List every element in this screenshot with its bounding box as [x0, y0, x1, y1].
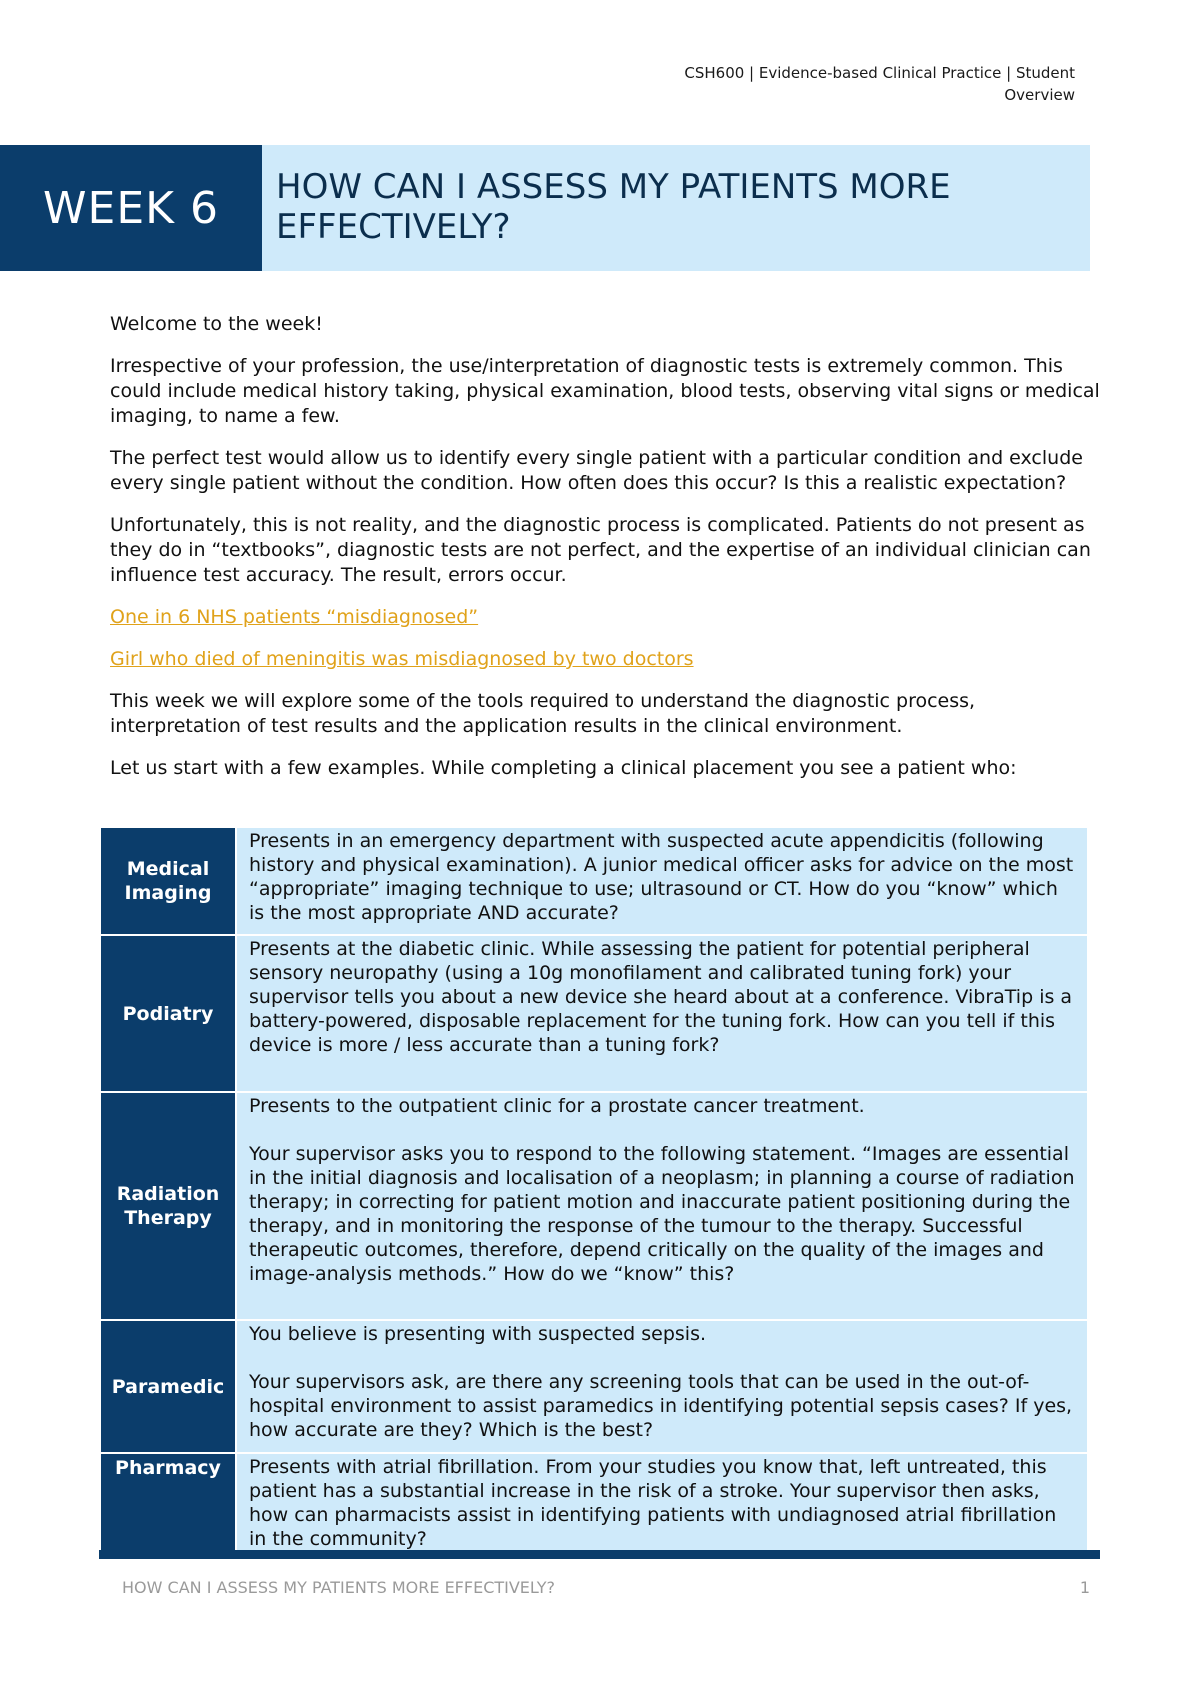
- scenario-description: [236, 827, 1088, 935]
- scenario-table: [99, 826, 1089, 1555]
- intro-paragraph-4: This week we will explore some of the tools required to understand the diagnostic process, interpretation of test results and the application results in the clinical environment.: [110, 690, 976, 737]
- header-line-2: Overview: [1004, 86, 1075, 104]
- scenario-description: [236, 1092, 1088, 1320]
- scenario-description: [236, 935, 1088, 1092]
- nhs-misdiagnosed-link[interactable]: One in 6 NHS patients “misdiagnosed”: [110, 606, 479, 628]
- meningitis-article-link[interactable]: Girl who died of meningitis was misdiagnosed by two doctors: [110, 648, 694, 670]
- scenario-paragraph: Presents with atrial fibrillation. From your studies you know that, left untreated, this patient has a substantial increase in the risk of a stroke. Your supervisor then asks, how can pharmacists assist in identifying patients with undiagnosed atrial fibrillation in the community?: [249, 1456, 1057, 1550]
- scenario-row-paramedic: [100, 1320, 1088, 1453]
- title-band: [0, 145, 1090, 271]
- scenario-label: Pharmacy: [100, 1453, 236, 1554]
- scenario-paragraph: Presents to the outpatient clinic for a prostate cancer treatment.: [249, 1095, 865, 1117]
- intro-text: [110, 312, 1100, 798]
- scenario-row-radiation-therapy: [100, 1092, 1088, 1320]
- scenario-label: Paramedic: [100, 1320, 236, 1453]
- scenario-paragraph: Your supervisors ask, are there any screening tools that can be used in the out-of-hospital environment to assist paramedics in identifying potential sepsis cases? If yes, how accurate are they? Which is the best?: [249, 1371, 1073, 1441]
- link-paragraph-1: [110, 605, 1100, 630]
- intro-paragraph-3: Unfortunately, this is not reality, and the diagnostic process is complicated. Patients do not present as they do in “textbooks”, diagnostic tests are not perfect, and the expertise of an individual clinician can influence test accuracy. The result, errors occur.: [110, 514, 1091, 586]
- week-label: WEEK 6: [0, 145, 262, 271]
- intro-paragraph-2: The perfect test would allow us to identify every single patient with a particular condition and exclude every single patient without the condition. How often does this occur? Is this a realistic expectation?: [110, 447, 1083, 494]
- page-number: 1: [1079, 1578, 1090, 1597]
- header-line-1: CSH600 | Evidence-based Clinical Practice | Student: [684, 64, 1075, 82]
- intro-paragraph-5: Let us start with a few examples. While completing a clinical placement you see a patient who:: [110, 757, 1017, 779]
- footer-rule: [99, 1550, 1100, 1559]
- scenario-label: Medical Imaging: [100, 827, 236, 935]
- scenario-paragraph: Your supervisor asks you to respond to the following statement. “Images are essential in the initial diagnosis and localisation of a neoplasm; in planning a course of radiation therapy; in correcting for patient motion and inaccurate patient positioning during the therapy, and in monitoring the response of the tumour to the therapy. Successful therapeutic outcomes, therefore, depend critically on the quality of the images and image-analysis methods.” How do we “know” this?: [249, 1143, 1075, 1285]
- scenario-description: [236, 1453, 1088, 1554]
- scenario-row-pharmacy: [100, 1453, 1088, 1554]
- scenario-label: Radiation Therapy: [100, 1092, 236, 1320]
- scenario-description: [236, 1320, 1088, 1453]
- scenario-paragraph: You believe is presenting with suspected sepsis.: [249, 1323, 707, 1345]
- document-header: [560, 62, 1075, 106]
- scenario-label: Podiatry: [100, 935, 236, 1092]
- week-title: HOW CAN I ASSESS MY PATIENTS MORE EFFECTIVELY?: [262, 145, 1090, 271]
- welcome-paragraph: Welcome to the week!: [110, 313, 323, 335]
- intro-paragraph-1: Irrespective of your profession, the use/interpretation of diagnostic tests is extremely common. This could include medical history taking, physical examination, blood tests, observing vital signs or medical imaging, to name a few.: [110, 355, 1100, 427]
- scenario-paragraph: Presents in an emergency department with suspected acute appendicitis (following history and physical examination). A junior medical officer asks for advice on the most “appropriate” imaging technique to use; ultrasound or CT. How do you “know” which is the most appropriate AND accurate?: [249, 830, 1074, 924]
- scenario-row-medical-imaging: [100, 827, 1088, 935]
- footer-title: HOW CAN I ASSESS MY PATIENTS MORE EFFECTIVELY?: [122, 1578, 555, 1597]
- scenario-paragraph: Presents at the diabetic clinic. While assessing the patient for potential peripheral sensory neuropathy (using a 10g monofilament and calibrated tuning fork) your supervisor tells you about a new device she heard about at a conference. VibraTip is a battery-powered, disposable replacement for the tuning fork. How can you tell if this device is more / less accurate than a tuning fork?: [249, 938, 1073, 1056]
- scenario-row-podiatry: [100, 935, 1088, 1092]
- link-paragraph-2: [110, 647, 1100, 672]
